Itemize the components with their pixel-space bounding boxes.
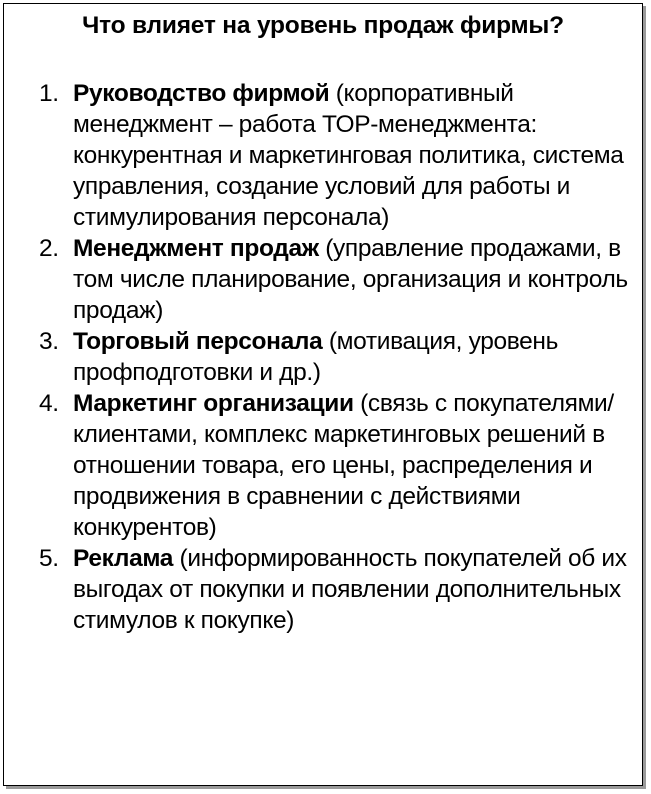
item-heading: Менеджмент продаж	[73, 235, 319, 262]
item-description: (управление продажами, в том числе планирование, организация и контроль продаж)	[73, 235, 628, 324]
list-item-management	[4, 78, 640, 233]
list-item-sales-management	[4, 233, 640, 326]
item-description: (корпоративный менеджмент – работа ТОР-менеджмента: конкурентная и маркетинговая политика, система управления, создание условий для работы и стимулирования персонала)	[73, 80, 624, 231]
item-heading: Реклама	[73, 545, 174, 572]
item-description: (мотивация, уровень профподготовки и др.)	[73, 328, 559, 386]
list-item-marketing	[4, 388, 640, 543]
item-heading: Маркетинг организации	[73, 390, 354, 417]
item-number: 1.	[39, 80, 59, 107]
item-heading: Руководство фирмой	[73, 80, 330, 107]
item-number: 3.	[39, 328, 59, 355]
item-description: (связь с покупателями/ клиентами, комплекс маркетинговых решений в отношении товара, его цены, распределения и продвижения в сравнении с действиями конкурентов)	[73, 390, 614, 541]
factors-list	[4, 78, 640, 636]
item-description: (информированность покупателей об их выгодах от покупки и появлении дополнительных стимулов к покупке)	[73, 545, 627, 634]
list-item-sales-staff	[4, 326, 640, 388]
item-number: 5.	[39, 545, 59, 572]
item-heading: Торговый персонала	[73, 328, 323, 355]
text-box	[3, 3, 643, 786]
list-item-advertising	[4, 543, 640, 636]
item-number: 4.	[39, 390, 59, 417]
box-title: Что влияет на уровень продаж фирмы?	[82, 12, 564, 39]
item-number: 2.	[39, 235, 59, 262]
